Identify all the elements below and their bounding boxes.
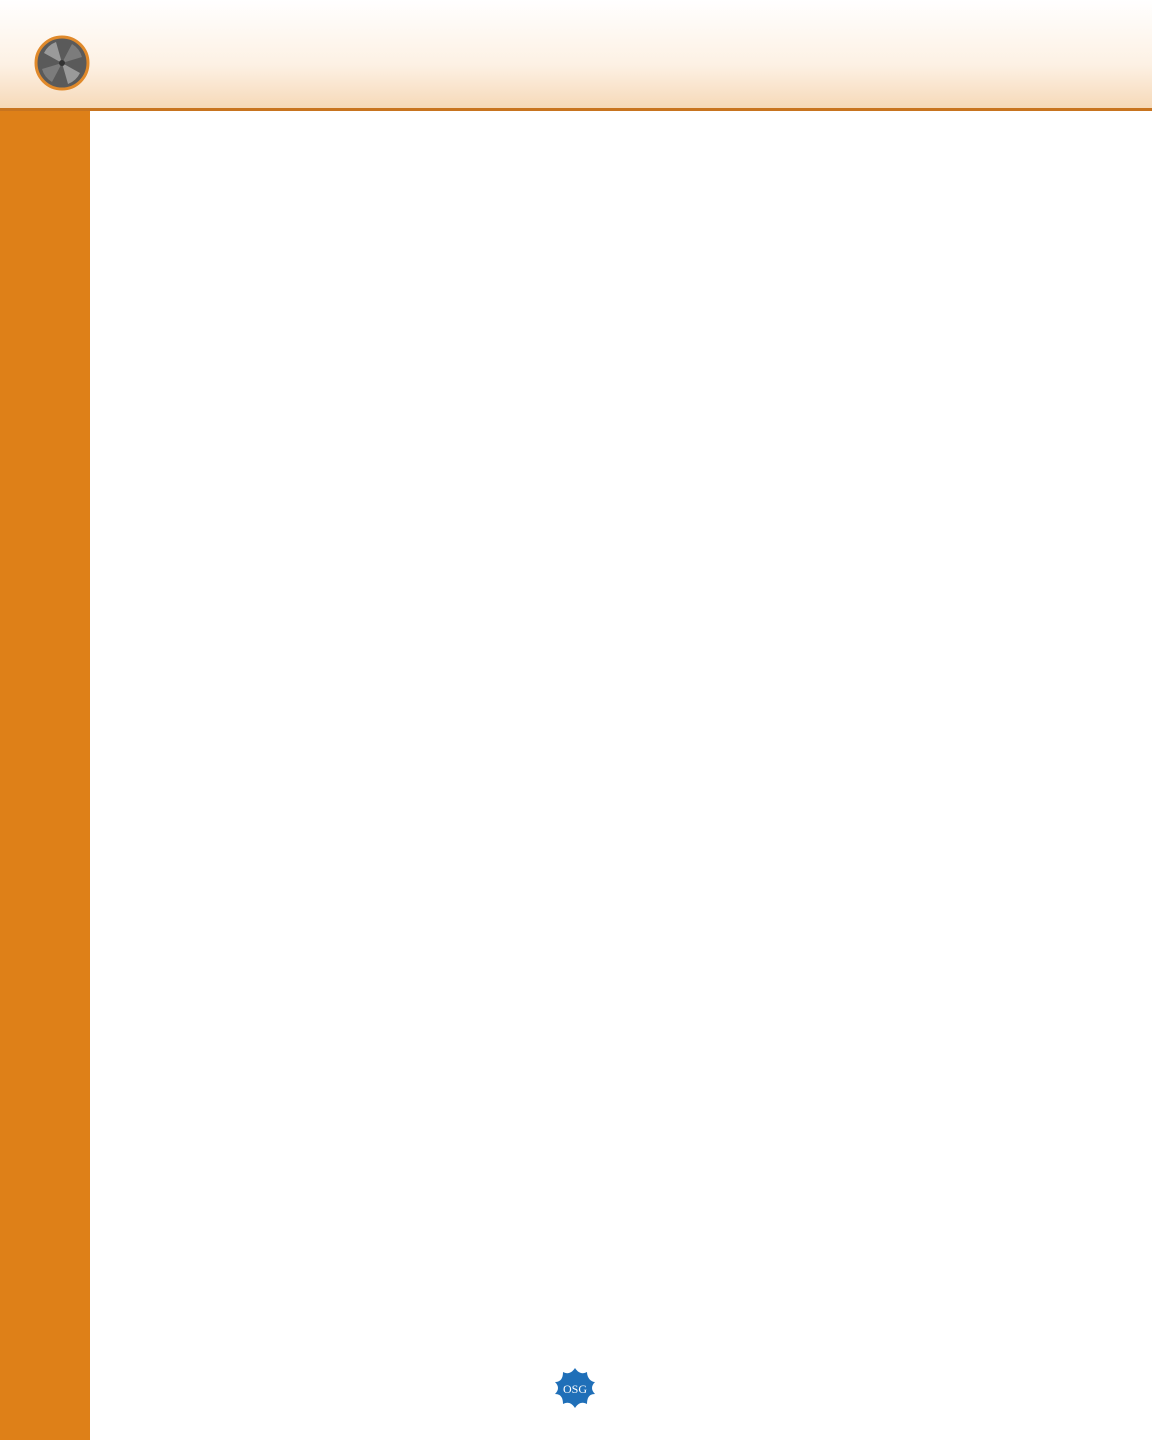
page-header	[0, 0, 1152, 111]
drill-cross-section-icon	[34, 35, 90, 91]
svg-text:OSG: OSG	[562, 1382, 588, 1396]
side-accent-bar	[0, 111, 90, 1440]
osg-logo-icon	[553, 1366, 597, 1410]
